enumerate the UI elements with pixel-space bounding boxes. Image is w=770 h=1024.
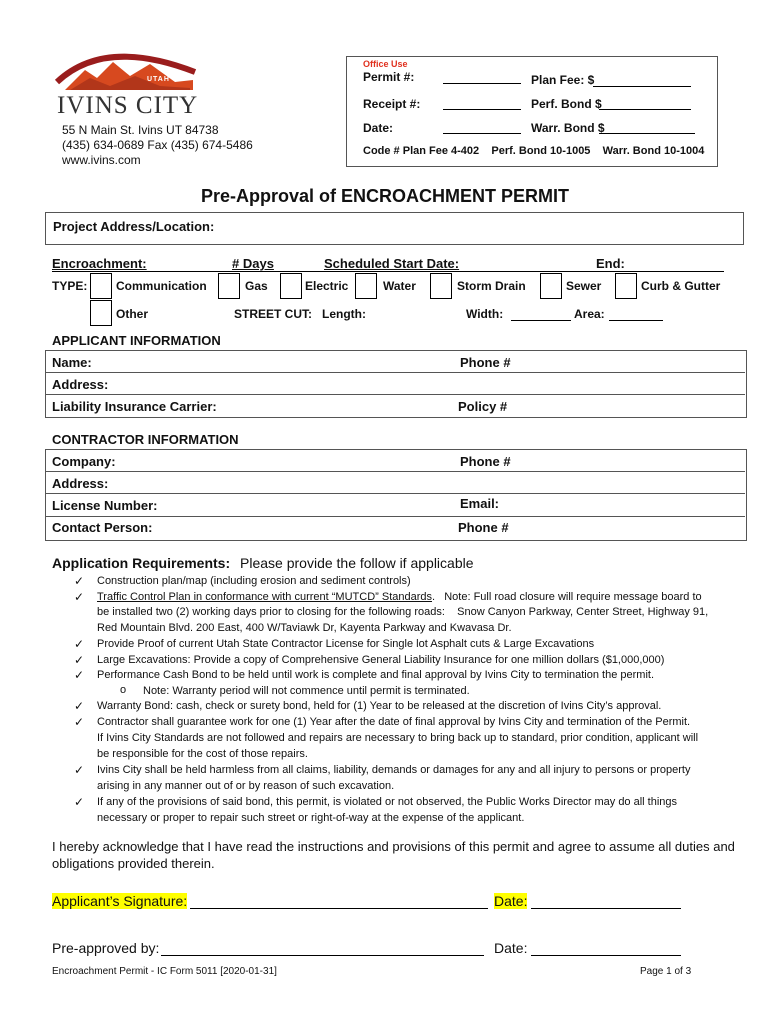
- applicant-signature-text: Applicant’s Signature:: [52, 893, 188, 909]
- road-closure-note: . Note: Full road closure will require message board to: [432, 591, 702, 603]
- days-label: # Days: [232, 256, 274, 271]
- gas-checkbox[interactable]: [218, 273, 240, 299]
- requirement-item: Contractor shall guarantee work for one (1) Year after the date of final approval by Ivins City and termination of the Permit.: [97, 716, 691, 728]
- requirements-title: Application Requirements:: [52, 555, 231, 571]
- applicant-heading: APPLICANT INFORMATION: [52, 333, 221, 348]
- city-logo: [55, 42, 205, 122]
- preapproved-by-label: Pre-approved by:: [52, 940, 160, 956]
- water-checkbox[interactable]: [355, 273, 377, 299]
- communication-checkbox[interactable]: [90, 273, 112, 299]
- requirement-continuation: be responsible for the cost of those repairs.: [97, 748, 308, 760]
- check-icon: ✓: [74, 590, 85, 604]
- plan-fee-label: Plan Fee: $: [531, 73, 595, 87]
- requirement-item: Large Excavations: Provide a copy of Comprehensive General Liability Insurance for one million dollars ($1,000,000): [97, 654, 665, 666]
- contractor-address-label[interactable]: Address:: [52, 476, 109, 491]
- contractor-phone-label[interactable]: Phone #: [460, 454, 511, 469]
- encroachment-label: Encroachment:: [52, 256, 147, 271]
- address-line: 55 N Main St. Ivins UT 84738: [62, 123, 219, 137]
- office-use-box: [346, 56, 718, 167]
- receipt-field[interactable]: [443, 109, 521, 110]
- requirement-item: Warranty Bond: cash, check or surety bond, held for (1) Year to be released at the discretion of Ivins City’s approval.: [97, 700, 662, 712]
- requirements-heading: [52, 555, 474, 571]
- check-icon: ✓: [74, 699, 85, 713]
- perf-bond-field[interactable]: [599, 109, 691, 110]
- footer-page-number: Page 1 of 3: [640, 966, 692, 977]
- check-icon: ✓: [74, 653, 85, 667]
- warr-bond-label: Warr. Bond $: [531, 121, 605, 135]
- requirement-item: Construction plan/map (including erosion and sediment controls): [97, 575, 411, 587]
- warranty-note: Note: Warranty period will not commence until permit is terminated.: [143, 685, 470, 697]
- sewer-checkbox[interactable]: [540, 273, 562, 299]
- plan-fee-field[interactable]: [593, 86, 691, 87]
- acknowledgement-text: I hereby acknowledge that I have read the instructions and provisions of this permit and agree to assume all duties and obligations provided therein.: [52, 839, 735, 871]
- contractor-row-divider: [45, 516, 745, 517]
- requirement-continuation: arising in any manner out of or by reason of such excavation.: [97, 780, 395, 792]
- applicant-signature-label: [52, 893, 187, 909]
- license-number-label[interactable]: License Number:: [52, 498, 158, 513]
- electric-checkbox[interactable]: [280, 273, 302, 299]
- requirement-continuation: Red Mountain Blvd. 200 East, 400 W/Taviawk Dr, Kayenta Parkway and Kwavasa Dr.: [97, 622, 512, 634]
- email-label[interactable]: Email:: [460, 496, 500, 511]
- requirement-continuation: necessary or proper to repair such street or right-of-way at the expense of the applicant.: [97, 812, 525, 824]
- communication-label: Communication: [116, 279, 207, 293]
- width-field[interactable]: [511, 320, 571, 321]
- contractor-row-divider: [45, 493, 745, 494]
- logo-state: UTAH: [147, 76, 170, 83]
- preapproved-by-field[interactable]: [161, 955, 484, 956]
- requirement-continuation: be installed two (2) working days prior to closing for the following roads: Snow Canyon Parkway, Center Street, Highway 91,: [97, 606, 709, 618]
- contractor-heading: CONTRACTOR INFORMATION: [52, 432, 239, 447]
- applicant-address-label[interactable]: Address:: [52, 377, 109, 392]
- date-label: Date:: [363, 121, 394, 135]
- traffic-control-text: Traffic Control Plan in conformance with current “MUTCD” Standards: [97, 591, 433, 603]
- applicant-date-label: [494, 893, 527, 909]
- applicant-row-divider: [45, 372, 745, 373]
- applicant-row-divider: [45, 394, 745, 395]
- policy-label[interactable]: Policy #: [458, 399, 508, 414]
- requirement-continuation: If Ivins City Standards are not followed and repairs are necessary to bring back up to standard, prior condition, applicant will: [97, 732, 699, 744]
- preapproved-date-field[interactable]: [531, 955, 681, 956]
- water-label: Water: [383, 279, 416, 293]
- insurance-carrier-label[interactable]: Liability Insurance Carrier:: [52, 399, 217, 414]
- type-label: TYPE:: [52, 279, 88, 293]
- form-title: Pre-Approval of ENCROACHMENT PERMIT: [200, 186, 569, 206]
- gas-label: Gas: [245, 279, 268, 293]
- applicant-date-text: Date:: [494, 893, 528, 909]
- contact-phone-label[interactable]: Phone #: [458, 520, 509, 535]
- requirement-item: [97, 590, 747, 606]
- receipt-label: Receipt #:: [363, 97, 421, 111]
- storm-drain-checkbox[interactable]: [430, 273, 452, 299]
- curb-gutter-checkbox[interactable]: [615, 273, 637, 299]
- requirement-item: Ivins City shall be held harmless from all claims, liability, demands or damages for any and all injury to persons or property: [97, 764, 691, 776]
- project-address-box[interactable]: [45, 212, 744, 245]
- sewer-label: Sewer: [566, 279, 602, 293]
- check-icon: ✓: [74, 637, 85, 651]
- project-address-label: Project Address/Location:: [53, 219, 215, 234]
- contractor-row-divider: [45, 471, 745, 472]
- applicant-date-field[interactable]: [531, 908, 681, 909]
- applicant-signature-field[interactable]: [190, 908, 488, 909]
- start-date-label: Scheduled Start Date:: [324, 256, 460, 271]
- curb-gutter-label: Curb & Gutter: [641, 279, 721, 293]
- electric-label: Electric: [305, 279, 349, 293]
- requirements-intro: Please provide the follow if applicable: [240, 555, 474, 571]
- perf-bond-label: Perf. Bond $: [531, 97, 602, 111]
- storm-drain-label: Storm Drain: [457, 279, 526, 293]
- end-label: End:: [596, 256, 625, 271]
- permit-label: Permit #:: [363, 70, 415, 84]
- applicant-name-label[interactable]: Name:: [52, 355, 92, 370]
- permit-field[interactable]: [443, 83, 521, 84]
- logo-city-name: IVINS CITY: [57, 92, 199, 119]
- check-icon: ✓: [74, 574, 85, 588]
- contact-person-label[interactable]: Contact Person:: [52, 520, 153, 535]
- other-checkbox[interactable]: [90, 300, 112, 326]
- check-icon: ✓: [74, 715, 85, 729]
- date-field[interactable]: [443, 133, 521, 134]
- office-use-title: Office Use: [363, 59, 408, 69]
- requirement-item: Performance Cash Bond to be held until work is complete and final approval by Ivins City to termination the permit.: [97, 669, 654, 681]
- area-label: Area:: [574, 307, 605, 321]
- requirement-item: If any of the provisions of said bond, this permit, is violated or not observed, the Public Works Director may do all things: [97, 796, 678, 808]
- check-icon: ✓: [74, 763, 85, 777]
- encroachment-underline: [52, 271, 724, 272]
- check-icon: ✓: [74, 668, 85, 682]
- warr-bond-field[interactable]: [599, 133, 695, 134]
- width-label: Width:: [466, 307, 504, 321]
- area-field[interactable]: [609, 320, 663, 321]
- other-label: Other: [116, 307, 149, 321]
- website-line: www.ivins.com: [62, 153, 141, 167]
- account-codes: Code # Plan Fee 4-402 Perf. Bond 10-1005 Warr. Bond 10-1004: [363, 145, 705, 157]
- street-cut-length-label: STREET CUT: Length:: [234, 307, 366, 321]
- requirement-item: Provide Proof of current Utah State Contractor License for Single lot Asphalt cuts & Large Excavations: [97, 638, 595, 650]
- sub-bullet-icon: o: [120, 684, 127, 696]
- footer-form-id: Encroachment Permit - IC Form 5011 [2020-01-31]: [52, 966, 277, 977]
- company-label[interactable]: Company:: [52, 454, 116, 469]
- applicant-phone-label[interactable]: Phone #: [460, 355, 511, 370]
- phone-line: (435) 634-0689 Fax (435) 674-5486: [62, 138, 253, 152]
- city-address: [62, 123, 253, 168]
- check-icon: ✓: [74, 795, 85, 809]
- preapproved-date-label: Date:: [494, 940, 528, 956]
